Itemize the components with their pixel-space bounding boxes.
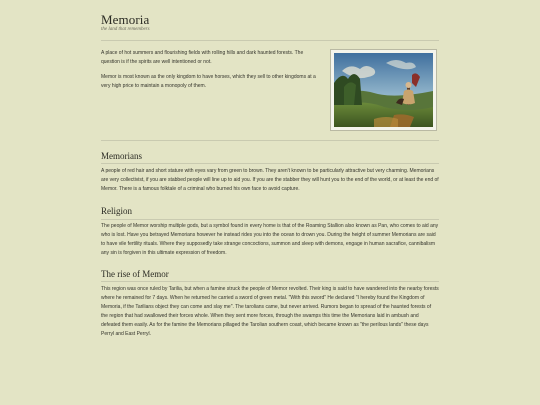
intro-paragraph: Memor is most known as the only kingdom to have horses, which they sell to other kingdoms at a very high price to maintain a monopoly of them. xyxy=(101,74,316,90)
section-heading-religion: Religion xyxy=(101,206,132,216)
section-paragraph: A people of red hair and short stature with eyes vary from green to brown. They aren't known to be particularly attractive but very charming. Memorians are very collectivist, if you are stabbed people will line up to aid you. If you are the stabber they will hunt you to the end of the world, or at least the end of Memor. There is a famous folktale of a criminal who burned his own face to avoid capture. xyxy=(101,168,439,192)
section-body-rise-of-memor xyxy=(101,285,439,338)
heading-underline xyxy=(101,219,439,220)
section-heading-rise-of-memor: The rise of Memor xyxy=(101,269,169,279)
header-divider xyxy=(101,40,439,41)
intro-text xyxy=(101,49,321,91)
section-body-memorians xyxy=(101,167,439,194)
heading-underline xyxy=(101,281,439,282)
section-body-religion xyxy=(101,222,439,258)
site-tagline: the land that remembers xyxy=(101,27,150,32)
section-heading-memorians: Memorians xyxy=(101,151,142,161)
heading-underline xyxy=(101,163,439,164)
section-paragraph: The people of Memor worship multiple gods, but a symbol found in every home is that of the Roaming Stallion also known as Pan, who comes to aid any who is lost. Have you betrayed Memorians however he instead rides you into the ocean to drown you. During the height of summer Memorians are said to have vile fertility rituals. Where they supposedly take strange concoctions, summon and sleep with demons, engage in human sacrafice, cannibalism any sin is forgiven in this ultimate expression of freedom. xyxy=(101,223,439,256)
intro-paragraph: A place of hot summers and flourishing fields with rolling hills and dark haunted forests. The question is if the spirits are well intentioned or not. xyxy=(101,50,304,65)
landscape-painting xyxy=(334,53,433,127)
section-divider xyxy=(101,140,439,141)
site-title: Memoria xyxy=(101,12,150,27)
section-paragraph: This region was once ruled by Tarilia, but when a famine struck the people of Memor revolted. Their king is said to have wandered into the nearby forests where he remained for 7 days. When he returned he carried a sword of green metal. "With this sword" He declared "I hereby found the Kingdom of Memoria, if the Tarilians object they can come and slay me". The tarolians came, but never arrived. Rumors began to spread of the haunted forests of the region that had swallowed their forces whole. When they sent more forces, through the swamps this time the Memorians laid in ambush and defeated them easily. As for the famine the Memorians pillaged the Tarolian southern coast, which became known as "the perilous lands" these days Perryl and East Perryl. xyxy=(101,286,439,337)
painting-frame xyxy=(330,49,437,131)
